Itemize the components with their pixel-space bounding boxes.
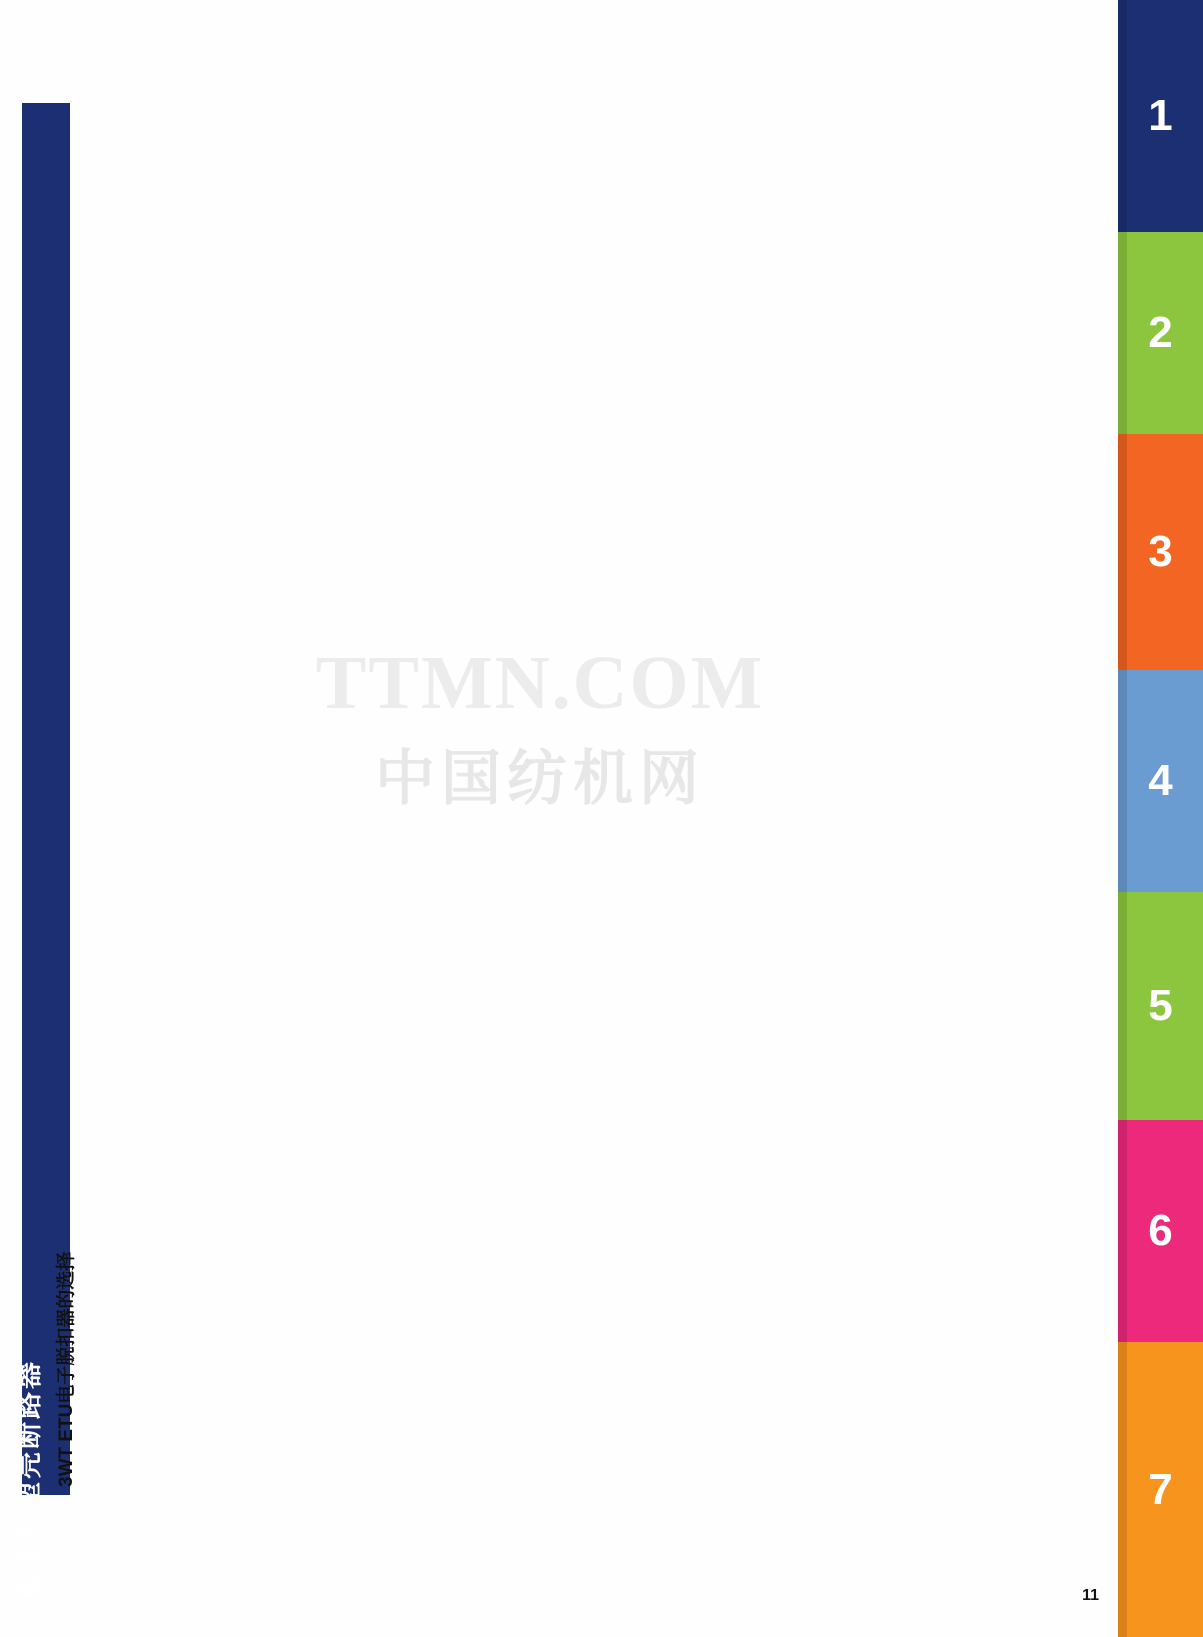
side-tab-label: 1 bbox=[1148, 91, 1173, 140]
side-tab-label: 3 bbox=[1148, 527, 1173, 576]
page-title: 3WT ETU电子脱扣器的选择 bbox=[56, 1251, 77, 1487]
watermark-line1: TTMN.COM bbox=[315, 641, 765, 725]
tab-edge bbox=[1118, 1120, 1127, 1342]
page-number: 11 bbox=[1082, 1587, 1099, 1604]
side-tab-1[interactable] bbox=[1118, 0, 1203, 232]
side-tab-5[interactable] bbox=[1118, 892, 1203, 1120]
spec-table bbox=[0, 0, 29, 92]
side-tab-label: 7 bbox=[1148, 1464, 1173, 1514]
side-tab-2[interactable] bbox=[1118, 232, 1203, 434]
watermark bbox=[180, 640, 900, 817]
row-group-signal-switch bbox=[0, 0, 29, 92]
tab-edge bbox=[1118, 892, 1127, 1120]
side-tab-strip bbox=[1118, 0, 1203, 1637]
tab-edge bbox=[1118, 434, 1127, 670]
tab-edge bbox=[1118, 670, 1127, 892]
side-tab-3[interactable] bbox=[1118, 434, 1203, 670]
side-tab-label: 5 bbox=[1148, 981, 1173, 1030]
watermark-line2: 中国纺机网 bbox=[375, 745, 705, 812]
side-tab-label: 6 bbox=[1148, 1206, 1173, 1255]
side-tab-4[interactable] bbox=[1118, 670, 1203, 892]
side-tab-7[interactable] bbox=[1118, 1342, 1203, 1637]
side-tab-label: 4 bbox=[1148, 756, 1173, 805]
side-tab-label: 2 bbox=[1148, 308, 1173, 357]
side-tab-6[interactable] bbox=[1118, 1120, 1203, 1342]
chapter-title: 框架和塑壳断路器 bbox=[14, 1359, 44, 1599]
tab-edge bbox=[1118, 0, 1127, 232]
spec-table-wrapper bbox=[0, 0, 108, 92]
tab-edge bbox=[1118, 1342, 1127, 1637]
tab-edge bbox=[1118, 232, 1127, 434]
